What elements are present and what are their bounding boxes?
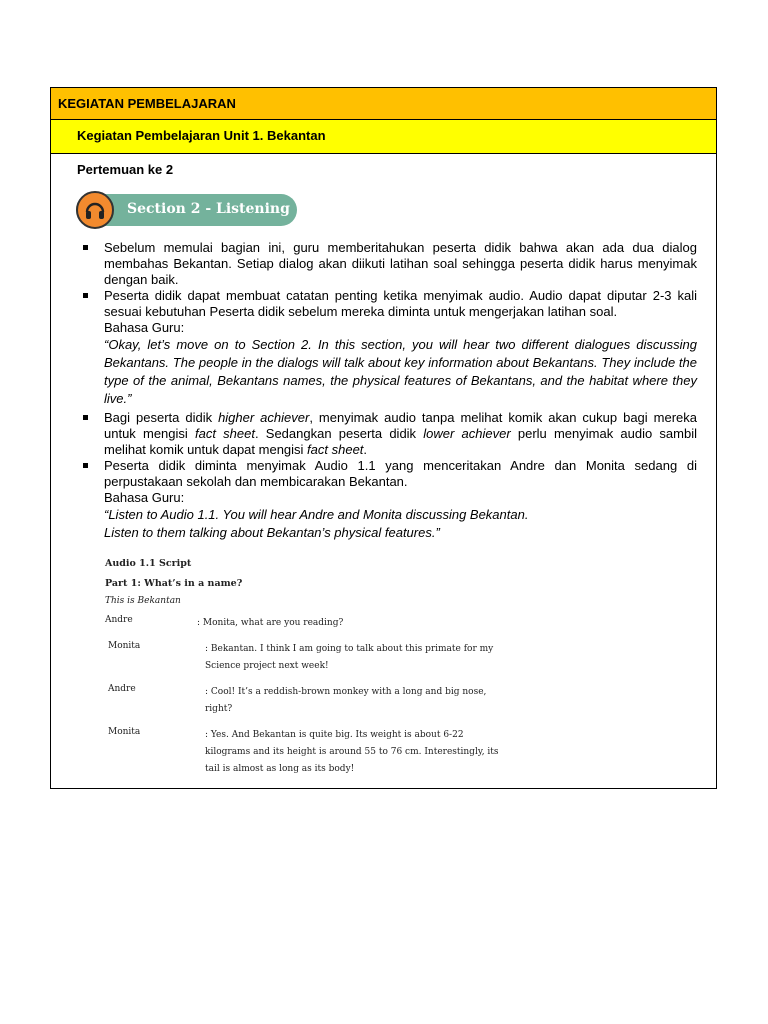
teacher-quote-line: “Listen to Audio 1.1. You will hear Andre and Monita discussing Bekantan. (104, 507, 529, 522)
list-item: Peserta didik diminta menyimak Audio 1.1 yang menceritakan Andre dan Monita sedang di perpustakaan sekolah dan membicarakan Bekantan. (77, 458, 697, 490)
dialog-text: : Bekantan. I think I am going to talk about this primate for my Science project next week! (205, 644, 494, 671)
header-title: KEGIATAN PEMBELAJARAN (51, 88, 716, 120)
dialog-text: : Yes. And Bekantan is quite big. Its weight is about 6-22 kilograms and its height is around 55 to 76 cm. Interestingly, its tail is almost as long as its body! (205, 730, 499, 774)
speaker: Monita (108, 727, 141, 737)
headphones-icon (76, 191, 114, 229)
teacher-language-label: Bahasa Guru: (104, 320, 185, 335)
script-part: Part 1: What’s in a name? (105, 578, 243, 589)
dialog-line (105, 684, 505, 718)
meeting-label: Pertemuan ke 2 (77, 162, 174, 177)
speaker: Monita (108, 641, 141, 651)
teacher-language-label: Bahasa Guru: (104, 490, 185, 505)
audio-script (105, 558, 505, 778)
section-badge (76, 194, 297, 226)
dialog-line (105, 615, 505, 632)
script-title: Audio 1.1 Script (105, 558, 192, 569)
list-item: Bagi peserta didik higher achiever, menyimak audio tanpa melihat komik akan cukup bagi mereka untuk mengisi fact sheet. Sedangkan peserta didik lower achiever perlu menyimak audio sambil melihat komik untuk dapat mengisi fact sheet. (77, 410, 697, 458)
dialog-line (105, 727, 505, 778)
dialog-text: : Monita, what are you reading? (197, 618, 344, 628)
section-badge-label: Section 2 - Listening (127, 201, 290, 217)
script-subtitle: This is Bekantan (105, 596, 181, 606)
dialog-text: : Cool! It’s a reddish-brown monkey with a long and big nose, right? (205, 687, 487, 714)
lesson-frame (50, 87, 717, 789)
speaker: Andre (108, 684, 136, 694)
instructions (77, 240, 697, 542)
header-subtitle: Kegiatan Pembelajaran Unit 1. Bekantan (51, 120, 716, 154)
teacher-quote-line: Listen to them talking about Bekantan’s physical features.” (104, 525, 440, 540)
speaker: Andre (105, 615, 133, 625)
dialog-line (105, 641, 505, 675)
teacher-quote: “Okay, let’s move on to Section 2. In this section, you will hear two different dialogues discussing Bekantans. The people in the dialogs will talk about key information about Bekantans. They include the type of the animal, Bekantans names, the physical features of Bekantans, and the habitat where they live.” (104, 337, 697, 406)
list-item: Sebelum memulai bagian ini, guru memberitahukan peserta didik bahwa akan ada dua dialog membahas Bekantan. Setiap dialog akan diikuti latihan soal sehingga peserta didik harus menyimak dengan baik. (77, 240, 697, 288)
list-item: Peserta didik dapat membuat catatan penting ketika menyimak audio. Audio dapat diputar 2-3 kali sesuai kebutuhan Peserta didik sebelum mereka diminta untuk mengerjakan latihan soal. (77, 288, 697, 320)
